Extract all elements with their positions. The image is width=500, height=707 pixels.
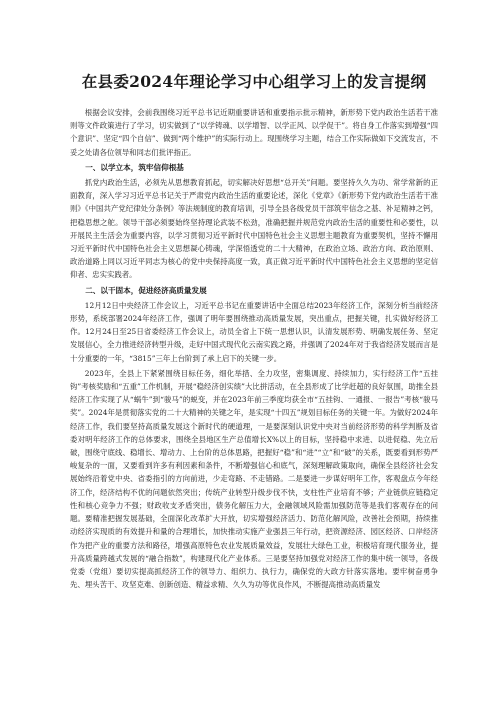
- section-heading-1: 一、以学立本，筑牢信仰根基: [85, 162, 184, 172]
- section-2-paragraph-2: 2023年，全县上下紧紧围绕目标任务，细化举措、全力攻坚，密集调度、持续加力，实行经济工作“五挂钩”考核奖励和“五重”工作机制，开展“稳经济创实绩”大比拼活动，在全县形成了比学赶超的良好氛围，助推全县经济工作实现了从“蜗牛”到“骏马”的蜕变，并在2023年前三季度均获全市“五挂钩、一通报、一报告”考核“骏马奖”。2024年是贯彻落实党的二十大精神的关键之年，是实现“十四五”规划目标任务的关键一年。为做好2024年经济工作，我们要坚持高质量发展这个新时代的硬道理，一是要深刻认识党中央对当前经济形势的科学判断及省委对明年经济工作的总体要求，围绕全县地区生产总值增长X%以上的目标，坚持稳中求进、以进促稳、先立后破，围绕守底线、稳增长、增动力、上台阶的总体思路，把握好“稳”和“进”“立”和“破”的关系，既要看到形势严峻复杂的一面，又要看到许多有利因素和条件，不断增强信心和底气，深刻理解政策取向，确保全县经济社会发展始终沿着党中央、省委指引的方向前进，少走弯路、不走错路。二是要进一步谋好明年工作，客观盘点今年经济工作，经济结构不优的问题依然突出；传统产业转型升级步伐不快，支柱性产业培育不够；产业链供应链稳定性和核心竞争力不强；财政收支矛盾突出，债务化解压力大，金融领域风险需加强防范等是我们客观存在的问题。要精准把握发展基础，全面深化改革扩大开放，切实增强经济活力、防范化解风险，改善社会预期，持续推动经济实现质的有效提升和量的合理增长，加快推动实施产业强县三年行动，把资源经济、园区经济、口岸经济作为把产业的重要方法和路径，增强高原特色农业发展质量效益，发展壮大绿色工业，积极培育现代服务业，提升高质量跨越式发展的“融合指数”，构建现代化产业体系。三是要坚持加强党对经济工作的集中统一领导，各级党委（党组）要切实提高抓经济工作的领导力、组织力、执行力，确保党的大政方针落实落地。要牢树奋勇争先、埋头苦干、攻坚克难、创新创造、精益求精、久久为功等优良作风，不断提高推动高质量发: [70, 368, 438, 590]
- section-heading-2: 二、以干固本，促进经济高质量发展: [85, 285, 207, 295]
- intro-paragraph: 根据会议安排，会前我围绕习近平总书记近期重要讲话和重要指示批示精神，新形势下党内政治生活若干准则等文件政策进行了学习，切实做到了“以学铸魂、以学增智、以学正风、以学促干”。将自身工作落实到增强“四个意识”、坚定“四个自信”、做到“两个维护”的实际行动上。现围绕学习主题，结合工作实际做如下交流发言，不妥之处请各位领导和同志们批评指正。: [70, 108, 438, 157]
- section-1-paragraph-1: 抓党内政治生活，必须先从思想教育抓起，切实解决好思想“总开关”问题。要坚持久久为功、常学常新的正面教育，深入学习习近平总书记关于严肃党内政治生活的重要论述，深化《党章》《新形势下党内政治生活若干准则》《中国共产党纪律处分条例》等法规制度的教育培训，引导全县各级党员干部筑牢信念之基、补足精神之钙，把稳思想之舵。领导干部必须要始终坚持理论武装不松劲，准确把握并规范党内政治生活的重要性和必要性，以开展民主生活会为重要内容，以学习贯彻习近平新时代中国特色社会主义思想主题教育为重要契机，坚持不懈用习近平新时代中国特色社会主义思想凝心铸魂，学深悟透党的二十大精神，在政治立场、政治方向、政治原则、政治道路上同以习近平同志为核心的党中央保持高度一致，真正做习近平新时代中国特色社会主义思想的坚定信仰者、忠实实践者。: [70, 178, 438, 280]
- document-title: 在县委2024年理论学习中心组学习上的发言提纲: [81, 72, 427, 91]
- section-2-paragraph-1: 12月12日中央经济工作会议上，习近平总书记在重要讲话中全面总结2023年经济工作，深刻分析当前经济形势，系统部署2024年经济工作，强调了明年要围绕推动高质量发展，突出重点，把握关键，扎实做好经济工作。12月24日至25日省委经济工作会议上，动员全省上下统一思想认识，认清发展形势、明确发展任务、坚定发展信心，全力推进经济转型升级，走好中国式现代化云南实践之路，并强调了2024年对于我省经济发展而言是十分重要的一年，“3815”三年上台阶到了承上启下的关键一步。: [70, 300, 438, 363]
